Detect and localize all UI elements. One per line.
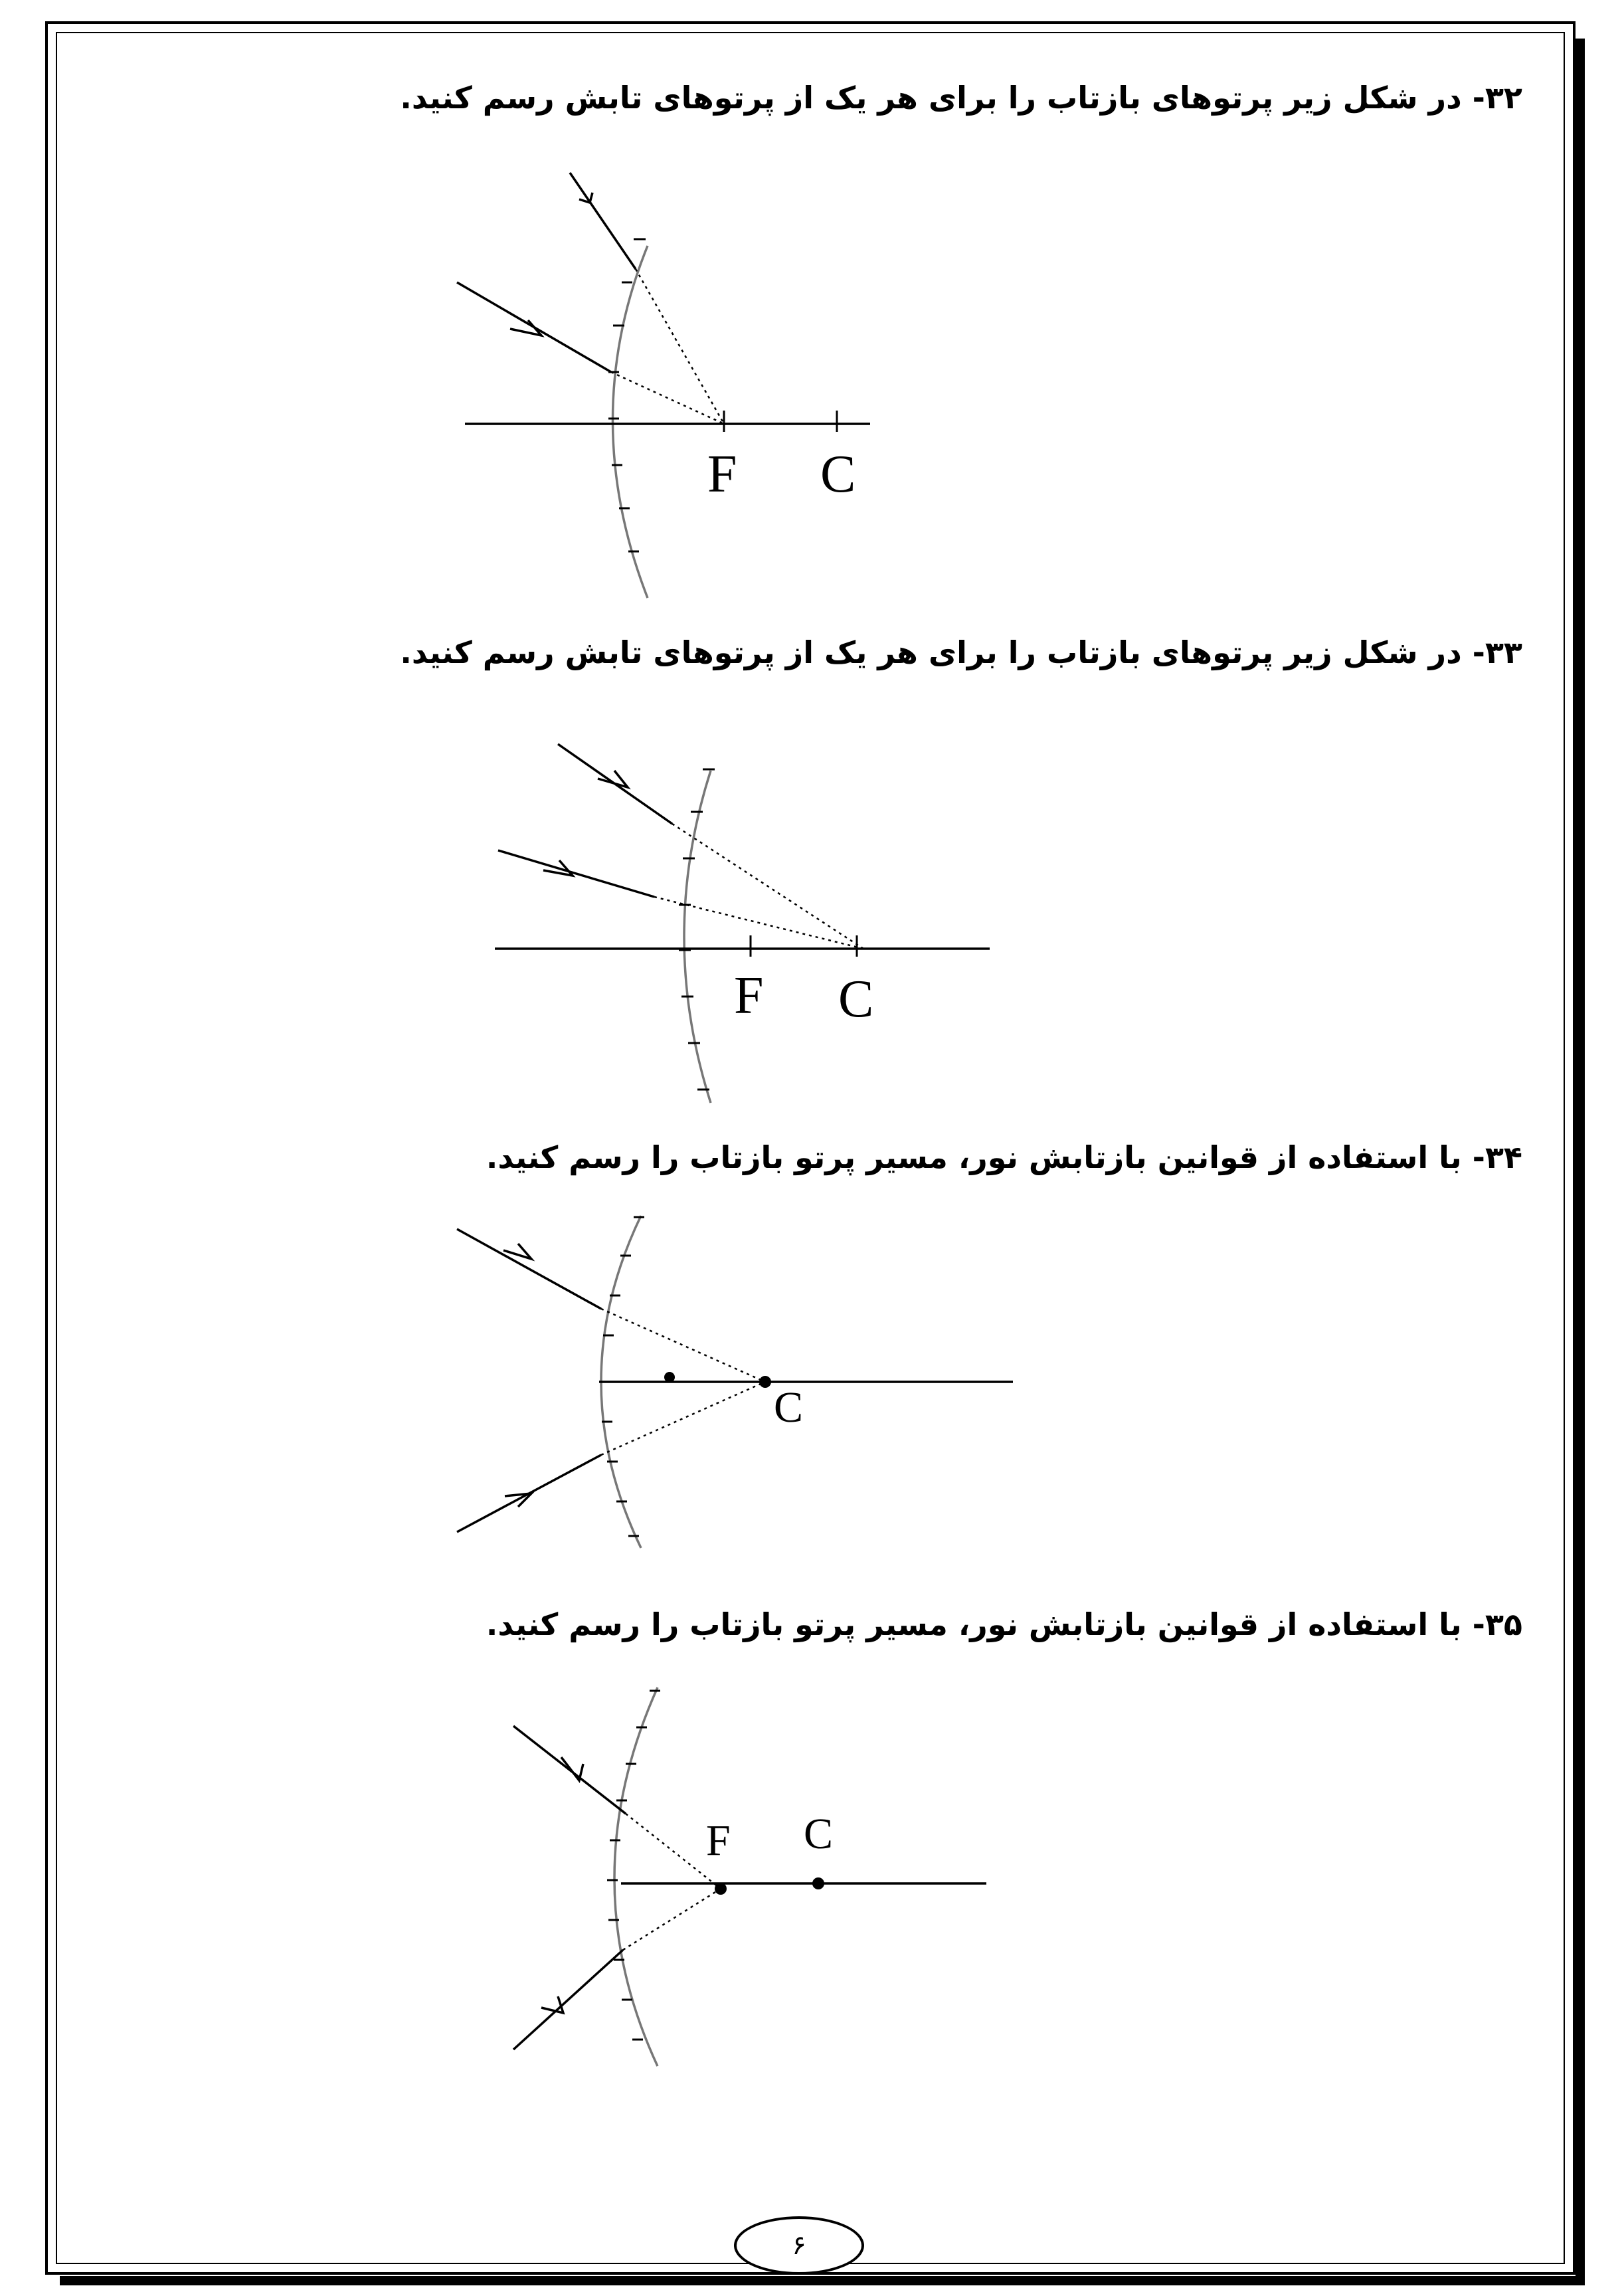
label-F: F <box>734 967 764 1025</box>
page-number: ۶ <box>792 2230 806 2261</box>
question-34-text: ۳۴- با استفاده از قوانین بازتابش نور، مسیر پرتو بازتاب را رسم کنید. <box>486 1139 1522 1175</box>
question-32-text: ۳۲- در شکل زیر پرتوهای بازتاب را برای هر یک از پرتوهای تابش رسم کنید. <box>400 80 1522 116</box>
question-35-text: ۳۵- با استفاده از قوانین بازتابش نور، مسیر پرتو بازتاب را رسم کنید. <box>486 1606 1522 1642</box>
page-number-badge <box>734 2216 864 2275</box>
concave-mirror <box>614 1687 658 2066</box>
arrow-2 <box>541 1996 563 2013</box>
incident-ray-2 <box>513 1950 623 2050</box>
label-F: F <box>707 445 737 504</box>
label-C: C <box>820 445 856 504</box>
arrow-1 <box>561 1757 583 1780</box>
label-C: C <box>804 1810 834 1858</box>
center-point <box>812 1877 824 1889</box>
label-C: C <box>838 970 874 1028</box>
dotted-line-2 <box>623 1889 721 1950</box>
label-C: C <box>774 1383 804 1432</box>
label-F: F <box>706 1816 731 1865</box>
question-33-text: ۳۳- در شکل زیر پرتوهای بازتاب را برای هر یک از پرتوهای تابش رسم کنید. <box>400 634 1522 670</box>
